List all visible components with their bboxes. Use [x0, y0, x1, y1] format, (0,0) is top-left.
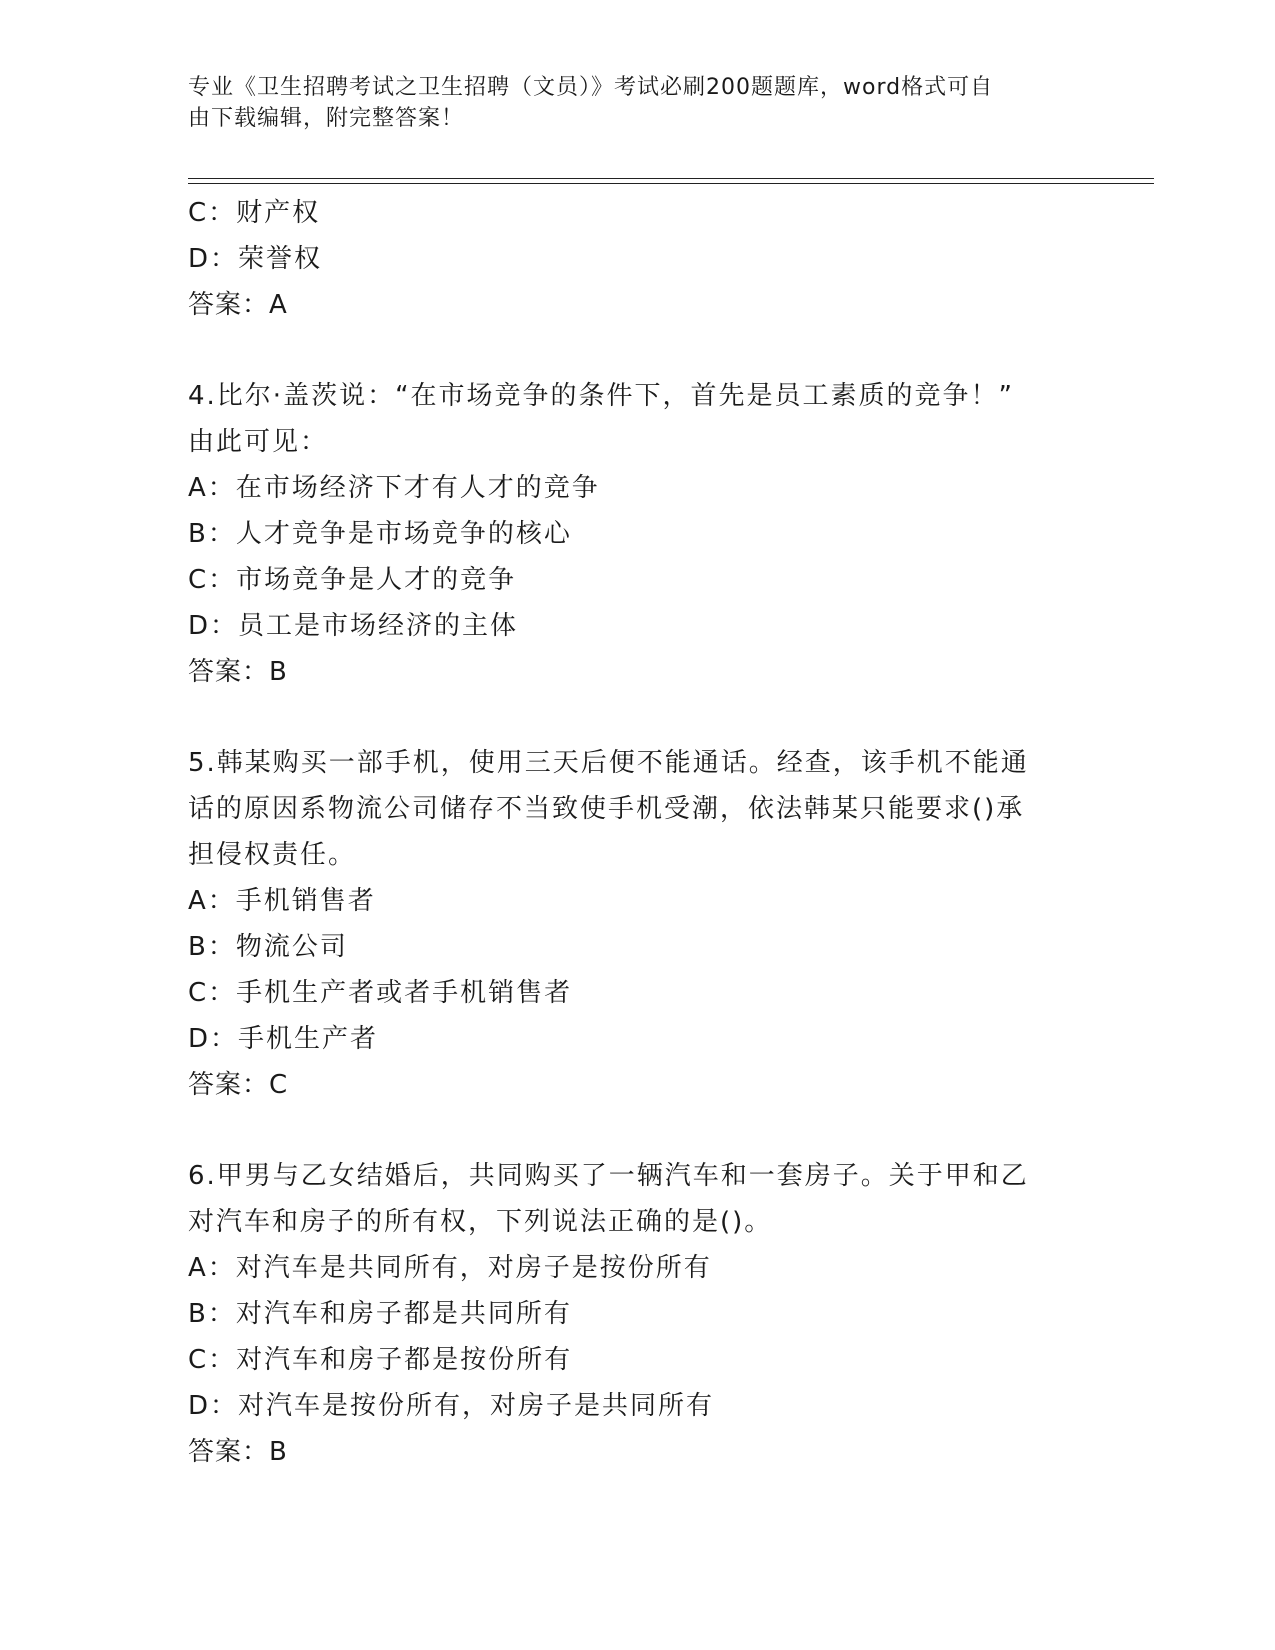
question-text-line: 担侵权责任。 — [188, 840, 357, 870]
question-6 — [188, 1153, 1068, 1475]
answer-line: 答案：B — [188, 1437, 288, 1467]
question-text-line: 由此可见： — [188, 427, 329, 457]
question-gap — [188, 1108, 1068, 1153]
question-text-line: 6.甲男与乙女结婚后，共同购买了一辆汽车和一套房子。关于甲和乙 — [188, 1161, 1029, 1191]
option-a: A：对汽车是共同所有，对房子是按份所有 — [188, 1253, 712, 1283]
option-d: D：对汽车是按份所有，对房子是共同所有 — [188, 1391, 715, 1421]
option-b: B：物流公司 — [188, 932, 348, 962]
option-a: A：在市场经济下才有人才的竞争 — [188, 473, 600, 503]
option-c: C：手机生产者或者手机销售者 — [188, 978, 573, 1008]
answer-line: 答案：C — [188, 1070, 289, 1100]
question-gap — [188, 328, 1068, 373]
option-c: C：市场竞争是人才的竞争 — [188, 565, 517, 595]
question-text-line: 4.比尔·盖茨说：“在市场竞争的条件下，首先是员工素质的竞争！” — [188, 381, 1015, 411]
header-rule-top — [188, 178, 1154, 179]
question-text-line: 话的原因系物流公司储存不当致使手机受潮，依法韩某只能要求()承 — [188, 794, 1025, 824]
header-rule-bottom — [188, 183, 1154, 184]
question-carryover — [188, 190, 1068, 328]
question-4 — [188, 373, 1068, 695]
question-5 — [188, 740, 1068, 1108]
header-line-2: 由下载编辑，附完整答案！ — [188, 106, 465, 131]
option-d: D：荣誉权 — [188, 244, 323, 274]
answer-line: 答案：B — [188, 657, 288, 687]
header-line-1: 专业《卫生招聘考试之卫生招聘（文员）》考试必刷200题题库，word格式可自 — [188, 75, 994, 100]
answer-line: 答案：A — [188, 290, 288, 320]
question-text-line: 5.韩某购买一部手机，使用三天后便不能通话。经查，该手机不能通 — [188, 748, 1029, 778]
option-b: B：对汽车和房子都是共同所有 — [188, 1299, 572, 1329]
option-d: D：员工是市场经济的主体 — [188, 611, 519, 641]
document-header — [188, 72, 1068, 134]
question-text-line: 对汽车和房子的所有权，下列说法正确的是()。 — [188, 1207, 773, 1237]
option-c: C：对汽车和房子都是按份所有 — [188, 1345, 573, 1375]
option-b: B：人才竞争是市场竞争的核心 — [188, 519, 572, 549]
option-a: A：手机销售者 — [188, 886, 376, 916]
option-d: D：手机生产者 — [188, 1024, 379, 1054]
document-body — [188, 190, 1068, 1475]
question-gap — [188, 695, 1068, 740]
option-c: C：财产权 — [188, 198, 321, 228]
